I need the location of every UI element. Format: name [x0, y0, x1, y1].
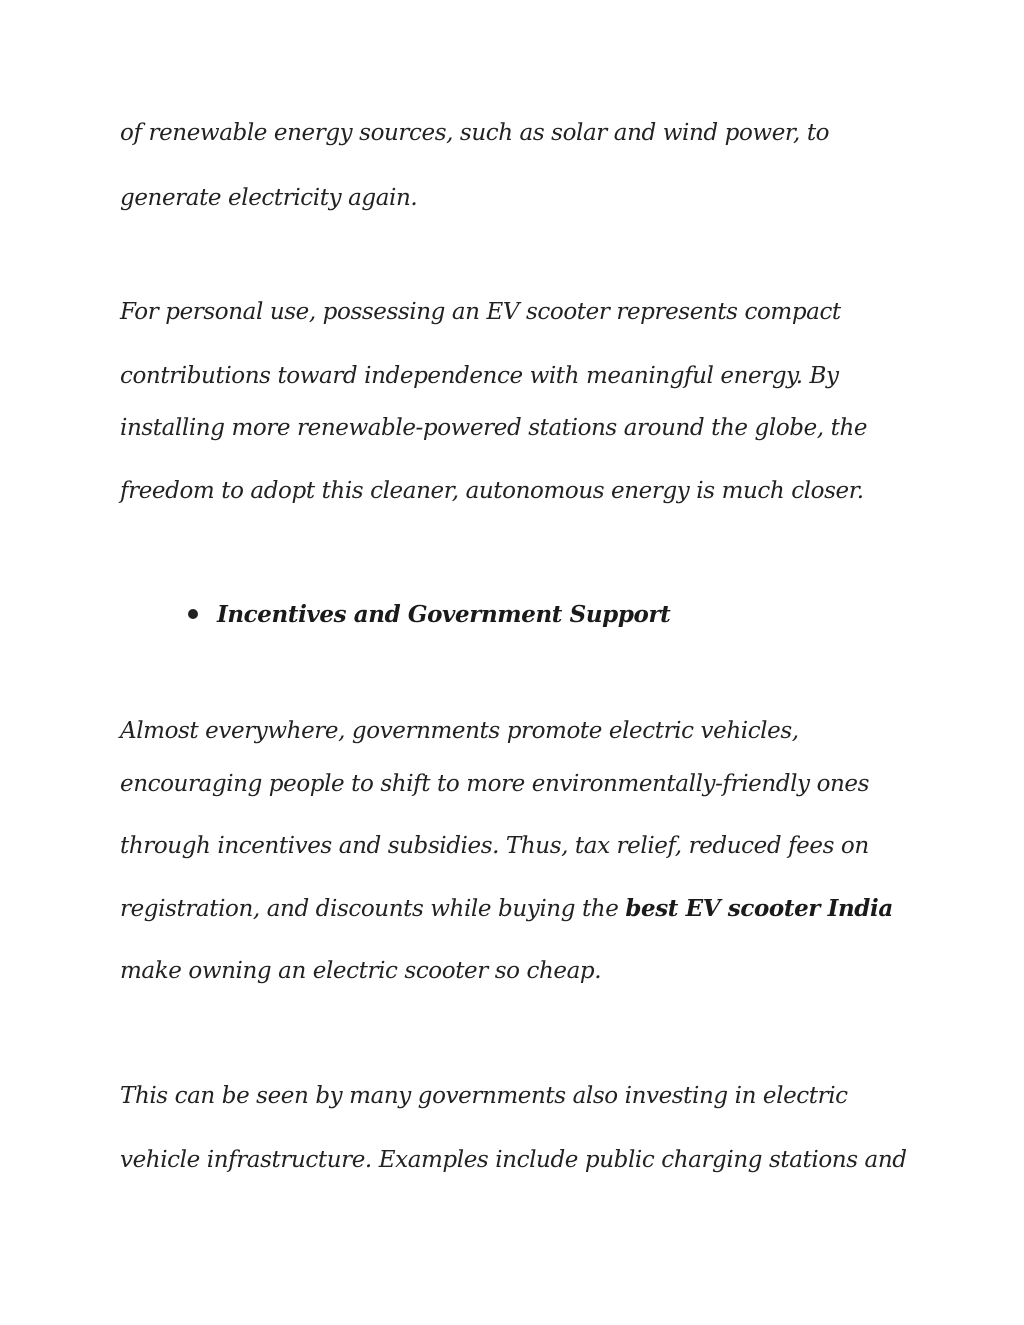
- paragraph-4-line-2: vehicle infrastructure. Examples include public charging stations and: [120, 1147, 907, 1173]
- bold-keyword-phrase: best EV scooter India: [625, 895, 893, 922]
- paragraph-2-line-2: contributions toward independence with meaningful energy. By: [120, 363, 839, 389]
- paragraph-3-line-5: make owning an electric scooter so cheap.: [120, 958, 602, 984]
- paragraph-4-line-1: This can be seen by many governments also investing in electric: [120, 1083, 848, 1109]
- bullet-item: [188, 600, 670, 630]
- bullet-heading: Incentives and Government Support: [217, 601, 671, 628]
- paragraph-3-line-1: Almost everywhere, governments promote electric vehicles,: [120, 718, 799, 744]
- paragraph-3-line-2: encouraging people to shift to more environmentally-friendly ones: [120, 771, 870, 797]
- paragraph-3-line-4: [120, 894, 893, 924]
- paragraph-1-line-2: generate electricity again.: [120, 185, 418, 211]
- paragraph-2-line-3: installing more renewable-powered stations around the globe, the: [120, 415, 868, 441]
- paragraph-3-line-3: through incentives and subsidies. Thus, tax relief, reduced fees on: [120, 833, 869, 859]
- paragraph-2-line-1: For personal use, possessing an EV scooter represents compact: [120, 299, 841, 325]
- paragraph-1-line-1: of renewable energy sources, such as solar and wind power, to: [120, 120, 830, 146]
- paragraph-3-line-4-text: registration, and discounts while buying the: [120, 896, 626, 922]
- paragraph-2-line-4: freedom to adopt this cleaner, autonomous energy is much closer.: [120, 478, 864, 504]
- bullet-icon: [188, 609, 198, 619]
